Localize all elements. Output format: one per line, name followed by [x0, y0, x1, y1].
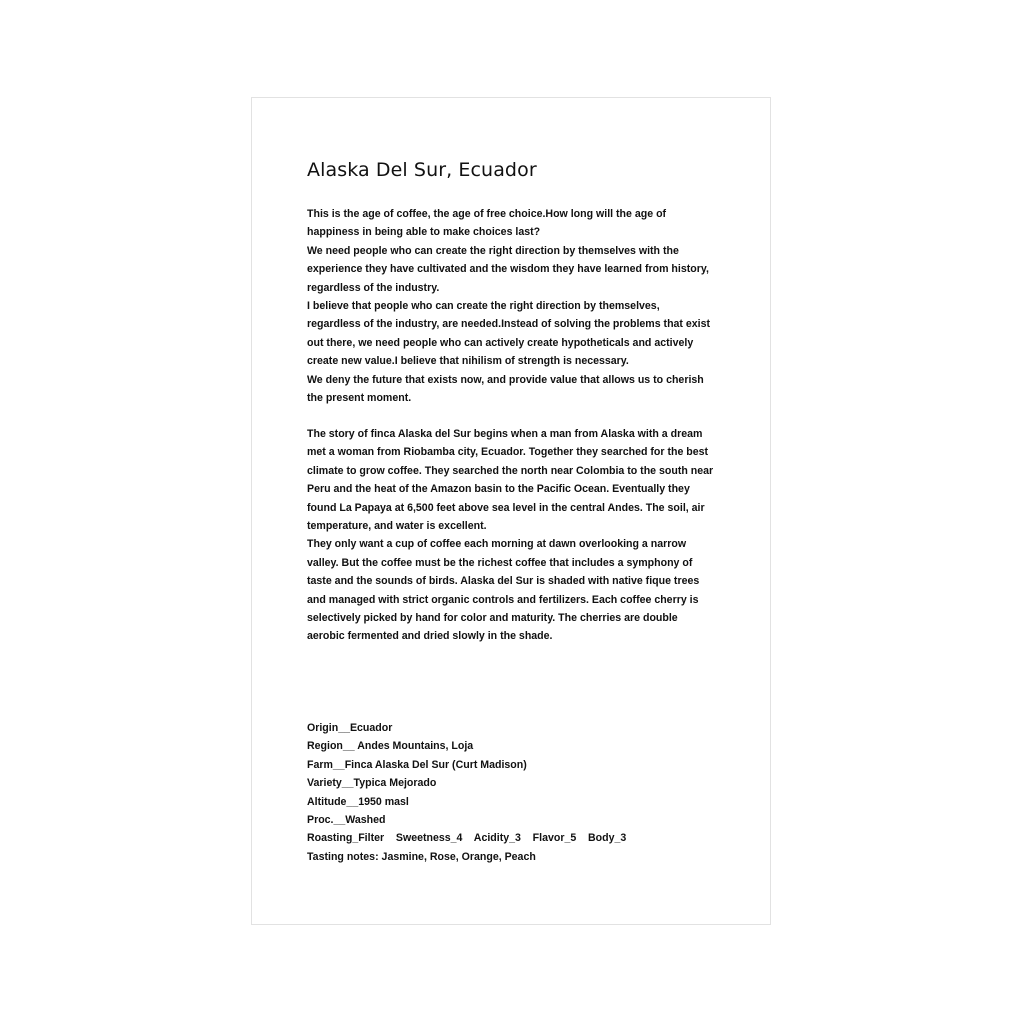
spec-profile: Roasting_Filter Sweetness_4 Acidity_3 Flavor_5 Body_3	[307, 832, 627, 845]
text-line: They only want a cup of coffee each morning at dawn overlooking a narrow	[307, 538, 687, 551]
text-line: aerobic fermented and dried slowly in the shade.	[307, 630, 553, 643]
page-title: Alaska Del Sur, Ecuador	[307, 159, 537, 181]
text-line: regardless of the industry.	[307, 281, 440, 294]
text-line: the present moment.	[307, 392, 412, 405]
document-content	[307, 158, 727, 863]
coffee-specs	[307, 719, 727, 866]
spec-region: Region__ Andes Mountains, Loja	[307, 740, 474, 753]
text-line: We deny the future that exists now, and provide value that allows us to cherish	[307, 373, 704, 386]
text-line: met a woman from Riobamba city, Ecuador. Together they searched for the best	[307, 446, 709, 459]
spec-tasting-notes: Tasting notes: Jasmine, Rose, Orange, Peach	[307, 850, 536, 863]
story-paragraph	[307, 425, 727, 646]
text-line: I believe that people who can create the right direction by themselves,	[307, 300, 660, 313]
spec-farm: Farm__Finca Alaska Del Sur (Curt Madison)	[307, 758, 527, 771]
text-line: regardless of the industry, are needed.Instead of solving the problems that exist	[307, 318, 711, 331]
text-line: This is the age of coffee, the age of free choice.How long will the age of	[307, 208, 667, 220]
text-line: We need people who can create the right direction by themselves with the	[307, 244, 679, 257]
spec-variety: Variety__Typica Mejorado	[307, 777, 437, 790]
spec-altitude: Altitude__1950 masl	[307, 795, 409, 808]
text-line: climate to grow coffee. They searched the north near Colombia to the south near	[307, 464, 714, 477]
text-line: taste and the sounds of birds. Alaska del Sur is shaded with native fique trees	[307, 575, 700, 588]
document-page	[251, 97, 771, 925]
text-line: found La Papaya at 6,500 feet above sea level in the central Andes. The soil, air	[307, 501, 705, 514]
text-line: out there, we need people who can actively create hypotheticals and actively	[307, 336, 694, 349]
spec-origin: Origin__Ecuador	[307, 722, 393, 734]
text-line: and managed with strict organic controls and fertilizers. Each coffee cherry is	[307, 593, 699, 606]
text-line: selectively picked by hand for color and maturity. The cherries are double	[307, 612, 678, 625]
text-line: Peru and the heat of the Amazon basin to the Pacific Ocean. Eventually they	[307, 483, 690, 496]
text-line: create new value.I believe that nihilism of strength is necessary.	[307, 355, 629, 368]
text-line: experience they have cultivated and the wisdom they have learned from history,	[307, 263, 709, 276]
text-line: The story of finca Alaska del Sur begins when a man from Alaska with a dream	[307, 428, 703, 440]
spec-process: Proc.__Washed	[307, 814, 386, 827]
intro-paragraph	[307, 205, 727, 407]
text-line: happiness in being able to make choices last?	[307, 226, 541, 239]
text-line: valley. But the coffee must be the richest coffee that includes a symphony of	[307, 556, 693, 569]
text-line: temperature, and water is excellent.	[307, 520, 487, 533]
